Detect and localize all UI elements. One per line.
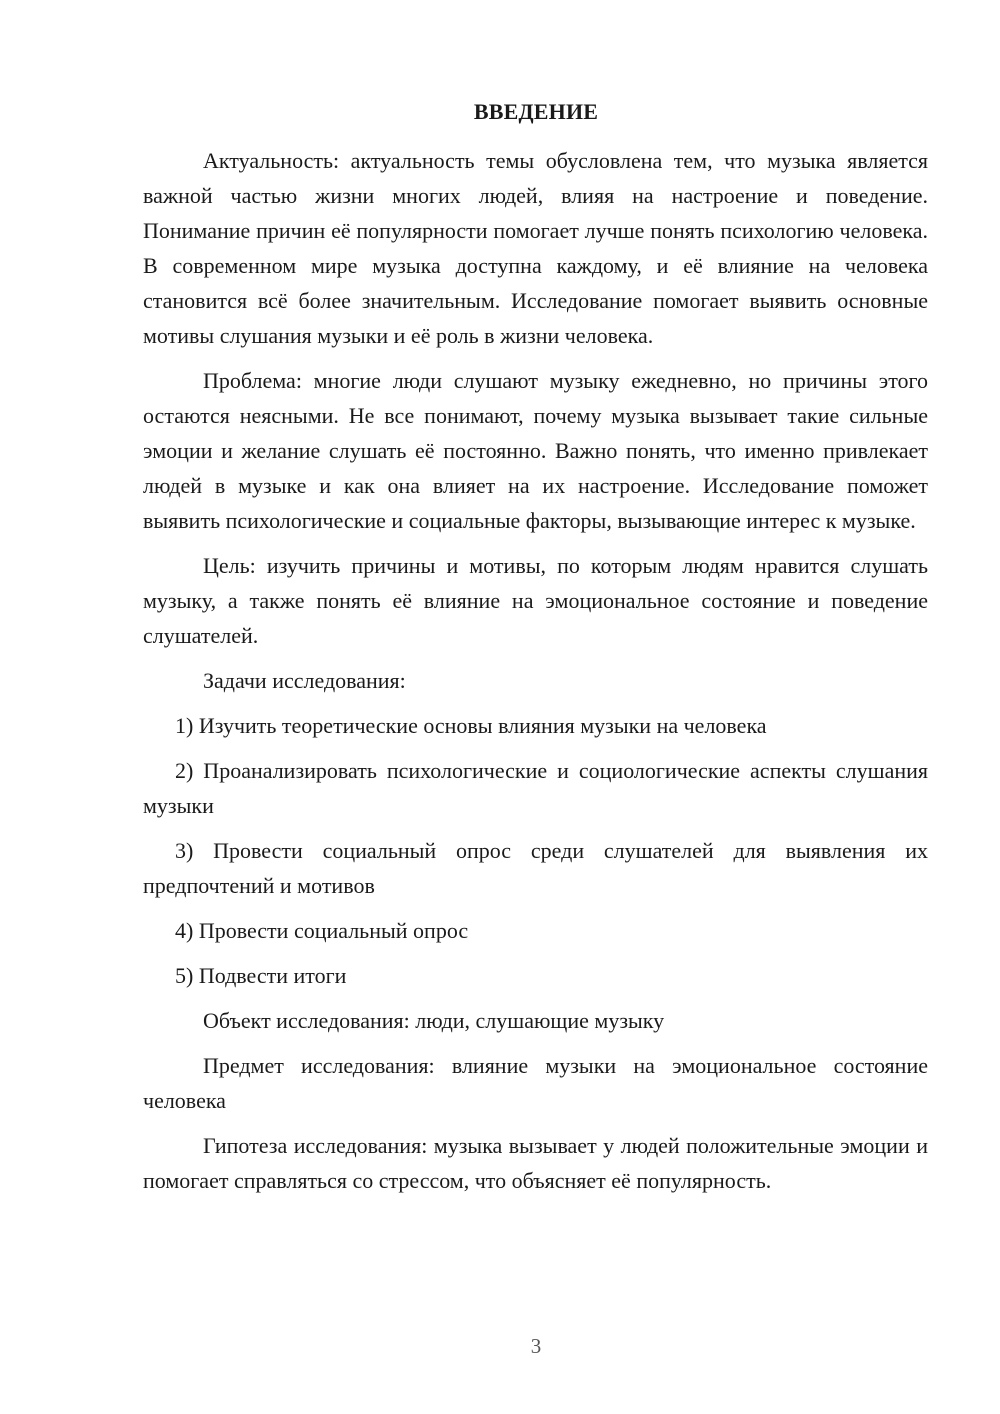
paragraph-problem: Проблема: многие люди слушают музыку ежедневно, но причины этого остаются неясными. Не все понимают, почему музыка вызывает такие сильные эмоции и желание слушать её постоянно. Важно понять, что именно привлекает людей в музыке и как она влияет на их настроение. Исследование поможет выявить психологические и социальные факторы, вызывающие интерес к музыке.: [143, 368, 928, 533]
paragraph-subject: Предмет исследования: влияние музыки на эмоциональное состояние человека: [143, 1053, 928, 1113]
task-item: 3) Провести социальный опрос среди слушателей для выявления их предпочтений и мотивов: [143, 838, 928, 898]
task-item: 5) Подвести итоги: [175, 963, 347, 988]
paragraph-hypothesis: Гипотеза исследования: музыка вызывает у людей положительные эмоции и помогает справляться со стрессом, что объясняет её популярность.: [143, 1133, 928, 1193]
task-item: 2) Проанализировать психологические и социологические аспекты слушания музыки: [143, 758, 928, 818]
paragraph-object: Объект исследования: люди, слушающие музыку: [203, 1008, 665, 1033]
paragraph-relevance: Актуальность: актуальность темы обусловлена тем, что музыка является важной частью жизни многих людей, влияя на настроение и поведение. Понимание причин её популярности помогает лучше понять психологию человека. В современном мире музыка доступна каждому, и её влияние на человека становится всё более значительным. Исследование помогает выявить основные мотивы слушания музыки и её роль в жизни человека.: [143, 148, 928, 348]
task-item: 1) Изучить теоретические основы влияния музыки на человека: [175, 713, 767, 738]
paragraph-goal: Цель: изучить причины и мотивы, по которым людям нравится слушать музыку, а также понять её влияние на эмоциональное состояние и поведение слушателей.: [143, 553, 928, 648]
page-title: ВВЕДЕНИЕ: [473, 99, 599, 124]
paragraph-tasks-heading: Задачи исследования:: [203, 668, 406, 693]
document-body: [143, 143, 928, 1208]
page-number: 3: [530, 1334, 542, 1358]
task-item: 4) Провести социальный опрос: [175, 918, 469, 943]
